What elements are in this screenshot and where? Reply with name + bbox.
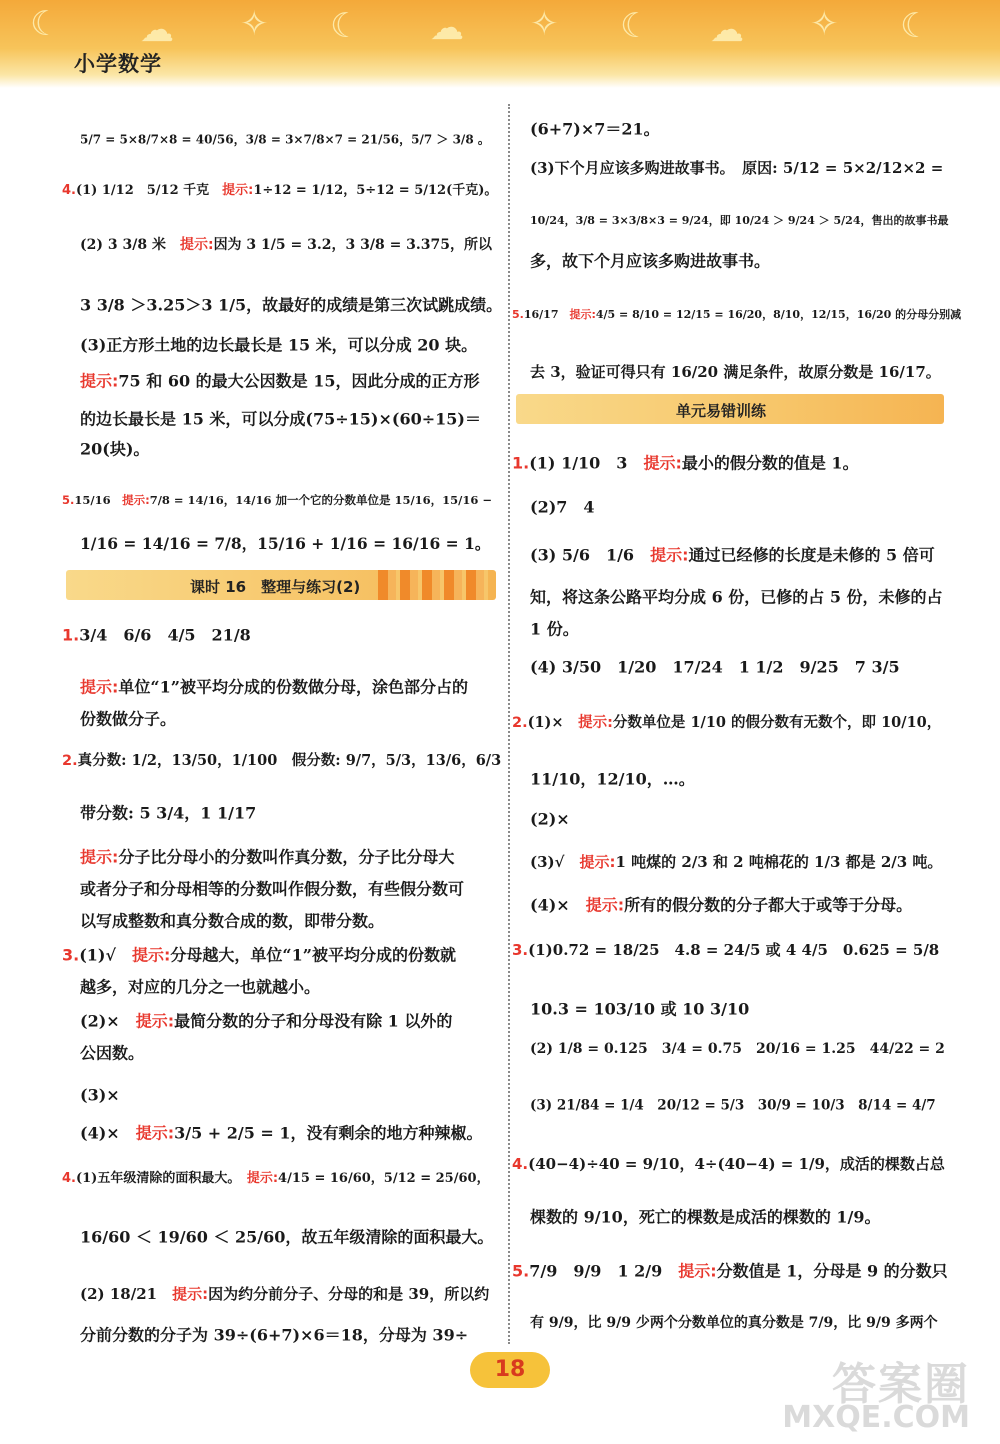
- hint-text: 1 吨煤的 2/3 和 2 吨棉花的 1/3 都是 2/3 吨。: [615, 853, 943, 871]
- answer-line: [512, 544, 935, 567]
- hint-text: 4/5 = 8/10 = 12/15 = 16/20，8/10，12/15，16/20 的分母分别减: [595, 308, 962, 321]
- hint-text: 7/8 = 14/16，14/16 加一个它的分数单位是 15/16，15/16 −: [149, 493, 493, 507]
- hint-label: 提示:: [678, 1261, 717, 1281]
- answer-line: [512, 1094, 936, 1117]
- question-number: 4.: [62, 183, 76, 198]
- hint-label: 提示:: [579, 853, 616, 871]
- hint-label: 提示:: [135, 1123, 175, 1143]
- sparkle-icon: ✧: [530, 4, 559, 44]
- hint-text: 因为 3 1/5 = 3.2，3 3/8 = 3.375，所以: [213, 237, 493, 253]
- answer-text: (1)×: [527, 714, 579, 731]
- section-header-lesson16: [66, 570, 496, 600]
- answer-line: [512, 894, 912, 917]
- answer-text: (4)×: [80, 1123, 136, 1143]
- hint-text: 3/5 + 2/5 = 1，没有剩余的地方种辣椒。: [174, 1123, 483, 1143]
- moon-icon: ☾: [620, 6, 651, 46]
- answer-text: (2) 18/21: [80, 1285, 173, 1303]
- header-banner: [0, 0, 1000, 88]
- moon-icon: ☾: [330, 6, 361, 46]
- sparkle-icon: ✧: [810, 4, 839, 44]
- question-number: 5.: [62, 493, 75, 507]
- answer-text: (2)7 4: [530, 497, 595, 517]
- answer-line: [512, 496, 595, 519]
- watermark-logo: 答案圈: [832, 1359, 970, 1410]
- answer-text: 多，故下个月应该多购进故事书。: [530, 251, 771, 271]
- cloud-icon: ☁: [710, 10, 744, 50]
- section-decoration: [378, 570, 488, 600]
- answer-text: (3)下个月应该多购进故事书。 原因: 5/12 = 5×2/12×2 =: [530, 159, 944, 177]
- answer-text: (1) 1/10 3: [529, 453, 644, 473]
- answer-text: 知，将这条公路平均分成 6 份，已修的占 5 份，未修的占: [530, 587, 943, 607]
- answer-line: [512, 304, 961, 326]
- hint-text: 分母越大，单位“1”被平均分成的份数就: [170, 945, 456, 965]
- answer-line: [512, 1312, 938, 1334]
- answer-text: 带分数: 5 3/4，1 1/17: [80, 803, 257, 823]
- answer-line: [62, 802, 256, 825]
- answer-line: [62, 532, 490, 555]
- hint-label: 提示:: [222, 183, 254, 198]
- hint-label: 提示:: [132, 945, 171, 965]
- hint-text: 所有的假分数的分子都大于或等于分母。: [624, 895, 913, 915]
- answer-line: [62, 1282, 489, 1305]
- question-number: 3.: [62, 945, 80, 965]
- answer-line: [62, 750, 501, 772]
- answer-text: (2)×: [530, 809, 570, 829]
- answer-text: (3)√: [530, 853, 580, 871]
- answer-line: [62, 910, 384, 933]
- moon-icon: ☾: [900, 6, 931, 46]
- answer-line: [62, 234, 492, 256]
- hint-text: 单位“1”被平均分成的份数做分母，涂色部分占的: [118, 677, 468, 697]
- hint-label: 提示:: [569, 308, 596, 321]
- answer-text: 15/16: [74, 493, 123, 507]
- hint-label: 提示:: [135, 1011, 175, 1031]
- answer-line: [62, 438, 149, 461]
- answer-line: [62, 1042, 144, 1065]
- answer-text: (2) 1/8 = 0.125 3/4 = 0.75 20/16 = 1.25 44/22 = 2: [530, 1041, 945, 1057]
- answer-line: [62, 624, 251, 647]
- watermark-url: MXQE.COM: [782, 1400, 970, 1435]
- answer-text: (4) 3/50 1/20 17/24 1 1/2 9/25 7 3/5: [530, 657, 900, 677]
- answer-text: (1) 1/12 5/12 千克: [75, 183, 223, 198]
- answer-line: [62, 334, 477, 357]
- answer-line: [62, 944, 456, 967]
- answer-text: (2)×: [80, 1011, 136, 1031]
- hint-label: 提示:: [80, 847, 119, 867]
- question-number: 4.: [62, 1171, 76, 1186]
- answer-line: [512, 360, 941, 383]
- answer-text: 3/4 6/6 4/5 21/8: [79, 625, 251, 645]
- answer-line: [62, 128, 490, 151]
- answer-text: (6+7)×7＝21。: [530, 119, 660, 139]
- answer-line: [62, 488, 492, 511]
- hint-text: 分子比分母小的分数叫作真分数，分子比分母大: [118, 847, 455, 867]
- answer-text: (2) 3 3/8 米: [80, 237, 180, 253]
- answer-text: 棵数的 9/10，死亡的棵数是成活的棵数的 1/9。: [530, 1207, 881, 1227]
- cloud-icon: ☁: [140, 10, 174, 50]
- answer-line: [512, 1152, 945, 1175]
- answer-text: 3 3/8 ＞3.25＞3 1/5，故最好的成绩是第三次试跳成绩。: [80, 295, 503, 315]
- question-number: 5.: [512, 1261, 530, 1281]
- answer-line: [512, 998, 749, 1021]
- question-number: 1.: [512, 453, 530, 473]
- answer-text: 公因数。: [80, 1043, 145, 1063]
- section-title: 单元易错训练: [676, 402, 767, 420]
- hint-text: 最小的假分数的值是 1。: [681, 453, 859, 473]
- answer-line: [512, 808, 570, 831]
- answer-text: (40−4)÷40 = 9/10，4÷(40−4) = 1/9，成活的棵数占总: [528, 1155, 945, 1173]
- hint-text: 通过已经修的长度是未修的 5 倍可: [688, 545, 935, 565]
- answer-text: 的边长最长是 15 米，可以分成(75÷15)×(60÷15)＝: [80, 409, 481, 429]
- hint-text: 75 和 60 的最大公因数是 15，因此分成的正方形: [118, 371, 480, 391]
- page-number: 18: [470, 1352, 550, 1388]
- answer-line: [512, 586, 943, 609]
- sparkle-icon: ✧: [240, 4, 269, 44]
- answer-text: 或者分子和分母相等的分数叫作假分数，有些假分数可: [80, 879, 465, 899]
- answer-line: [512, 1260, 948, 1283]
- hint-text: 分数单位是 1/10 的假分数有无数个，即 10/10，: [612, 714, 942, 731]
- answer-text: 16/17: [523, 308, 570, 321]
- answer-text: (3) 5/6 1/6: [530, 545, 651, 565]
- answer-text: 分前分数的分子为 39÷(6+7)×6＝18，分母为 39÷: [80, 1325, 469, 1345]
- answer-line: [512, 1038, 945, 1060]
- answer-line: [512, 656, 900, 679]
- answer-text: 10/24，3/8 = 3×3/8×3 = 9/24，即 10/24 ＞ 9/24 ＞ 5/24，售出的故事书最: [530, 214, 949, 227]
- answer-line: [62, 1122, 483, 1145]
- answer-line: [512, 250, 770, 273]
- answer-text: 7/9 9/9 1 2/9: [529, 1261, 679, 1281]
- hint-label: 提示:: [122, 493, 150, 507]
- answer-text: 有 9/9，比 9/9 少两个分数单位的真分数是 7/9，比 9/9 多两个: [530, 1315, 938, 1331]
- answer-line: [512, 156, 943, 179]
- hint-label: 提示:: [246, 1171, 279, 1186]
- answer-line: [62, 846, 454, 869]
- answer-text: (3) 21/84 = 1/4 20/12 = 5/3 30/9 = 10/3 8/14 = 4/7: [530, 1097, 936, 1114]
- hint-label: 提示:: [172, 1285, 209, 1303]
- answer-line: [62, 294, 502, 317]
- answer-line: [62, 1010, 452, 1033]
- answer-text: (1)五年级清除的面积最大。: [75, 1171, 247, 1186]
- answer-text: (4)×: [530, 895, 586, 915]
- answer-text: 越多，对应的几分之一也就越小。: [80, 977, 321, 997]
- answer-line: [62, 676, 468, 699]
- hint-text: 因为约分前分子、分母的和是 39，所以约: [208, 1285, 490, 1303]
- answer-line: [62, 180, 497, 203]
- answer-line: [62, 878, 464, 901]
- section-header-unit-errors: [516, 394, 944, 424]
- answer-text: 20(块)。: [80, 439, 150, 459]
- answer-line: [512, 210, 949, 232]
- answer-text: 5/7 = 5×8/7×8 = 40/56，3/8 = 3×7/8×7 = 21/56，5/7 ＞ 3/8 。: [80, 132, 490, 147]
- answer-line: [512, 618, 579, 641]
- answer-line: [62, 1226, 493, 1249]
- answer-text: 份数做分子。: [80, 709, 177, 729]
- moon-icon: ☾: [30, 4, 61, 44]
- answer-line: [512, 118, 660, 141]
- hint-label: 提示:: [578, 715, 613, 731]
- answer-line: [512, 452, 859, 475]
- subject-title: 小学数学: [74, 52, 162, 76]
- answer-text: 11/10，12/10，…。: [530, 769, 695, 789]
- hint-text: 分数值是 1，分母是 9 的分数只: [716, 1261, 948, 1281]
- answer-line: [62, 1324, 468, 1347]
- question-number: 2.: [512, 715, 528, 731]
- hint-text: 1÷12 = 1/12，5÷12 = 5/12(千克)。: [253, 183, 498, 198]
- answer-text: 16/60 ＜ 19/60 ＜ 25/60，故五年级清除的面积最大。: [80, 1227, 494, 1247]
- hint-label: 提示:: [650, 545, 689, 565]
- answer-text: (1)√: [79, 945, 133, 965]
- answer-line: [512, 712, 941, 734]
- answer-line: [512, 1206, 881, 1229]
- answer-line: [62, 976, 320, 999]
- answer-line: [62, 370, 480, 393]
- question-number: 2.: [62, 753, 78, 769]
- hint-label: 提示:: [179, 237, 214, 253]
- hint-label: 提示:: [585, 895, 625, 915]
- answer-text: (3)×: [80, 1085, 120, 1105]
- answer-line: [512, 938, 939, 961]
- cloud-icon: ☁: [430, 8, 464, 48]
- answer-text: 去 3，验证可得只有 16/20 满足条件，故原分数是 16/17。: [530, 363, 941, 381]
- answer-line: [62, 1168, 490, 1191]
- answer-text: 1/16 = 14/16 = 7/8，15/16 + 1/16 = 16/16 = 1。: [80, 534, 491, 553]
- column-divider: [508, 104, 510, 1344]
- answer-text: 真分数: 1/2，13/50，1/100 假分数: 9/7，5/3，13/6，6/3: [77, 752, 502, 769]
- answer-text: 以写成整数和真分数合成的数，即带分数。: [80, 911, 385, 931]
- question-number: 4.: [512, 1155, 529, 1173]
- hint-label: 提示:: [80, 677, 119, 697]
- answer-line: [512, 850, 942, 873]
- hint-label: 提示:: [643, 453, 682, 473]
- hint-text: 最简分数的分子和分母没有除 1 以外的: [174, 1011, 453, 1031]
- answer-text: (3)正方形土地的边长最长是 15 米，可以分成 20 块。: [80, 335, 478, 355]
- answer-line: [62, 408, 481, 431]
- hint-label: 提示:: [80, 371, 119, 391]
- section-title: 课时 16 整理与练习(2): [190, 578, 361, 596]
- question-number: 3.: [512, 941, 529, 959]
- answer-line: [62, 708, 176, 731]
- answer-text: (1)0.72 = 18/25 4.8 = 24/5 或 4 4/5 0.625 = 5/8: [528, 941, 940, 959]
- question-number: 1.: [62, 625, 80, 645]
- hint-text: 4/15 = 16/60，5/12 = 25/60，: [278, 1171, 490, 1186]
- question-number: 5.: [512, 308, 524, 321]
- answer-text: 10.3 = 103/10 或 10 3/10: [530, 999, 750, 1019]
- answer-line: [62, 1084, 120, 1107]
- answer-line: [512, 768, 695, 791]
- answer-text: 1 份。: [530, 619, 579, 639]
